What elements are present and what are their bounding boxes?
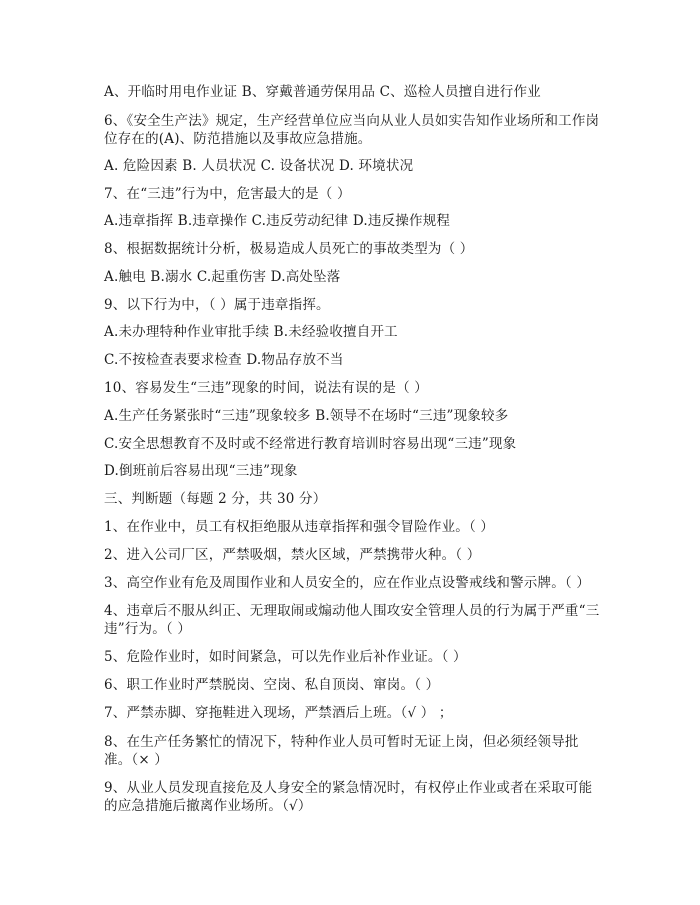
q8-options: A.触电 B.溺水 C.起重伤害 D.高处坠落 [104, 269, 341, 285]
q10-option-d: D.倒班前后容易出现“三违”现象 [104, 463, 298, 479]
tf-item-2: 2、进入公司厂区，严禁吸烟，禁火区域，严禁携带火种。（ ） [104, 547, 481, 563]
tf-item-5: 5、危险作业时，如时间紧急，可以先作业后补作业证。（ ） [104, 649, 467, 665]
tf-item-8: 8、在生产任务繁忙的情况下，特种作业人员可暂时无证上岗，但必须经领导批准。（× ） [104, 734, 579, 768]
q9-options-cd: C.不按检查表要求检查 D.物品存放不当 [104, 352, 344, 368]
q10-option-c: C.安全思想教育不及时或不经常进行教育培训时容易出现“三违”现象 [104, 436, 517, 452]
q10-question: 10、容易发生“三违”现象的时间，说法有误的是（ ） [104, 380, 428, 396]
tf-item-4: 4、违章后不服从纠正、无理取闹或煽动他人围攻安全管理人员的行为属于严重“三违”行为。（ ） [104, 603, 600, 637]
q9-question: 9、以下行为中，（ ）属于违章指挥。 [104, 297, 330, 313]
q6-question: 6、《安全生产法》规定，生产经营单位应当向从业人员如实告知作业场所和工作岗位存在的(A)、防范措施以及事故应急措施。 [104, 113, 600, 147]
tf-item-1: 1、在作业中，员工有权拒绝服从违章指挥和强令冒险作业。（ ） [104, 519, 495, 535]
q5-options: A、开临时用电作业证 B、穿戴普通劳保用品 C、巡检人员擅自进行作业 [104, 84, 541, 100]
tf-item-9: 9、从业人员发现直接危及人身安全的紧急情况时，有权停止作业或者在采取可能的应急措施后撤离作业场所。（√） [104, 780, 593, 814]
q7-options: A.违章指挥 B.违章操作 C.违反劳动纪律 D.违反操作规程 [104, 213, 451, 229]
q9-options-ab: A.未办理特种作业审批手续 B.未经验收擅自开工 [104, 324, 398, 340]
tf-item-7: 7、严禁赤脚、穿拖鞋进入现场，严禁酒后上班。（√ ） ； [104, 705, 453, 721]
section-true-false-heading: 三、判断题（每题 2 分，共 30 分） [104, 491, 327, 507]
q10-option-ab: A.生产任务紧张时“三违”现象较多 B.领导不在场时“三违”现象较多 [104, 408, 509, 424]
q7-question: 7、在“三违”行为中，危害最大的是（ ） [104, 186, 351, 202]
tf-item-6: 6、职工作业时严禁脱岗、空岗、私自顶岗、窜岗。（ ） [104, 677, 440, 693]
q6-options: A. 危险因素 B. 人员状况 C. 设备状况 D. 环境状况 [104, 158, 414, 174]
tf-item-3: 3、高空作业有危及周围作业和人员安全的，应在作业点设警戒线和警示牌。（ ） [104, 575, 591, 591]
q8-question: 8、根据数据统计分析，极易造成人员死亡的事故类型为（ ） [104, 241, 474, 257]
